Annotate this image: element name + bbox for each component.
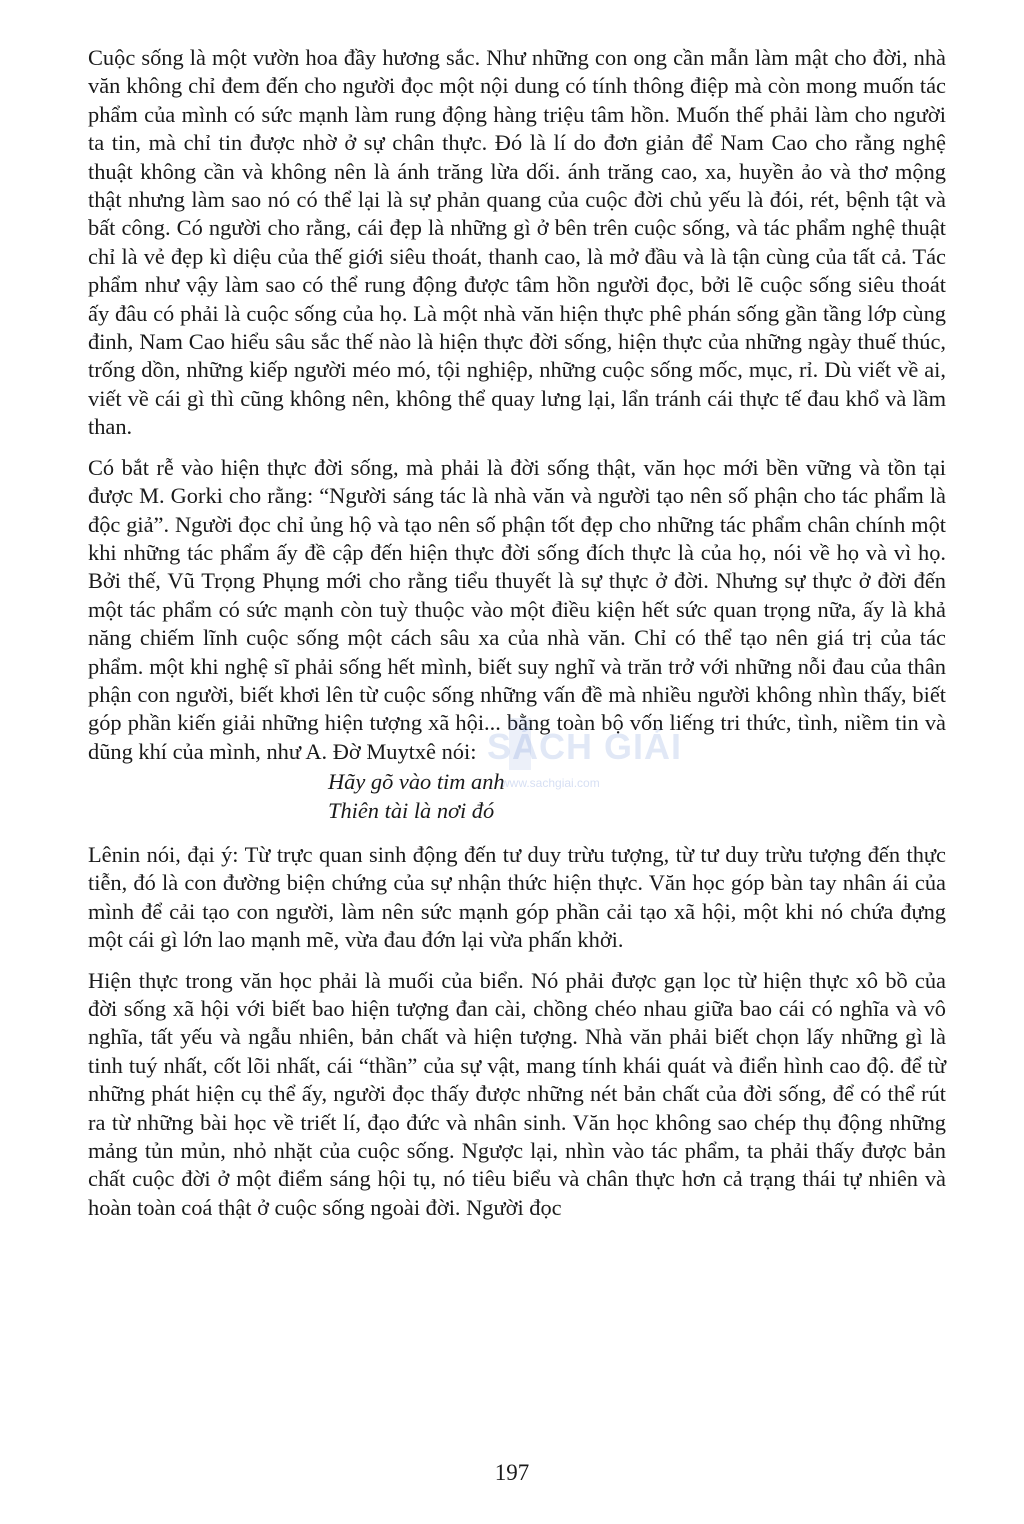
paragraph-2: Có bắt rễ vào hiện thực đời sống, mà phải là đời sống thật, văn học mới bền vững và tồn tại được M. Gorki cho rằng: “Người sáng tác là nhà văn và người tạo nên số phận cho tác phẩm là độc giả”. Người đọc chỉ ủng hộ và tạo nên số phận tốt đẹp cho những tác phẩm chân chính một khi những tác phẩm ấy đề cập đến hiện thực đời sống đích thực là của họ, nói về họ và vì họ. Bởi thế, Vũ Trọng Phụng mới cho rằng tiểu thuyết là sự thực ở đời. Nhưng sự thực ở đời đến một tác phẩm có sức mạnh còn tuỳ thuộc vào một điều kiện hết sức quan trọng nữa, ấy là khả năng chiếm lĩnh cuộc sống một cách sâu xa của nhà văn. Chỉ có thể tạo nên giá trị của tác phẩm. một khi nghệ sĩ phải sống hết mình, biết suy nghĩ và trăn trở với những nỗi đau của thân phận con người, biết khơi lên từ cuộc sống những vấn đề mà nhiều người không nhìn thấy, biết góp phần kiến giải những hiện tượng xã hội... bằng toàn bộ vốn liếng tri thức, tình, niềm tin và dũng khí của mình, như A. Đờ Muytxê nói:	[88, 454, 946, 764]
paragraph-3: Lênin nói, đại ý: Từ trực quan sinh động đến tư duy trừu tượng, từ tư duy trừu tượng đến thực tiễn, đó là con đường biện chứng của sự nhận thức hiện thực. Văn học góp bàn tay nhân ái của mình để cải tạo con người, làm nên sức mạnh góp phần cải tạo xã hội, một khi nó chứa đựng một cái gì lớn lao mạnh mẽ, vừa đau đớn lại vừa phấn khởi.	[88, 841, 946, 953]
watermark-url: www.sachgiai.com	[501, 776, 600, 790]
poem-quote	[328, 768, 946, 825]
paragraph-4: Hiện thực trong văn học phải là muối của biển. Nó phải được gạn lọc từ hiện thực xô bồ của đời sống xã hội với biết bao hiện tượng đan cài, chồng chéo nhau giữa bao cái có nghĩa và vô nghĩa, tất yếu và ngẫu nhiên, bản chất và hiện tượng. Nhà văn phải biết chọn lấy những gì là tinh tuý nhất, cốt lõi nhất, cái “thần” của sự vật, mang tính khái quát và điển hình cao độ. để từ những phát hiện cụ thể ấy, người đọc thấy được những nét bản chất của đời sống, để có thể rút ra từ những bài học về triết lí, đạo đức và nhân sinh. Văn học không sao chép thụ động những mảng tủn mủn, nhỏ nhặt của cuộc sống. Ngược lại, nhìn vào tác phẩm, ta phải thấy được bản chất cuộc đời ở một điểm sáng hội tụ, nó tiêu biểu và chân thực hơn cả trạng thái tự nhiên và hoàn toàn coá thật ở cuộc sống ngoài đời. Người đọc	[88, 967, 946, 1220]
page-number: 197	[494, 1460, 530, 1485]
poem-line-1: Hãy gõ vào tim anh	[328, 769, 505, 795]
poem-line-2: Thiên tài là nơi đó	[328, 797, 495, 823]
paragraph-1: Cuộc sống là một vườn hoa đầy hương sắc. Như những con ong cần mẫn làm mật cho đời, nhà văn không chỉ đem đến cho người đọc một nội dung có tính thông điệp mà còn mong muốn tác phẩm của mình có sức mạnh làm rung động hàng triệu tâm hồn. Muốn thế phải làm cho người ta tin, mà chỉ tin được nhờ ở sự chân thực. Đó là lí do đơn giản để Nam Cao cho rằng nghệ thuật không cần và không nên là ánh trăng lừa dối. ánh trăng cao, xa, huyền ảo và thơ mộng thật nhưng làm sao nó có thể lại là sự phản quang của cuộc đời chủ yếu là đói, rét, bệnh tật và bất công. Có người cho rằng, cái đẹp là những gì ở bên trên cuộc sống, và tác phẩm nghệ thuật chỉ là vẻ đẹp kì diệu của thế giới siêu thoát, thanh cao, là mở đầu và là tận cùng của tất cả. Tác phẩm như vậy làm sao có thể rung động được tâm hồn người đọc, bởi lẽ cuộc sống siêu thoát ấy đâu có phải là cuộc sống của họ. Là một nhà văn hiện thực phê phán sống gần tầng lớp cùng đinh, Nam Cao hiểu sâu sắc thế nào là hiện thực đời sống, hiện thực của những ngày thuế thúc, trống dồn, những kiếp người méo mó, tội nghiệp, những cuộc sống mốc, mục, rỉ. Dù viết về ai, viết về cái gì thì cũng không nên, không thể quay lưng lại, lẩn tránh cái thực tế đau khổ và lầm than.	[88, 45, 946, 440]
book-page	[88, 44, 946, 1234]
watermark-text: SÁCH GIẢI	[487, 726, 683, 767]
